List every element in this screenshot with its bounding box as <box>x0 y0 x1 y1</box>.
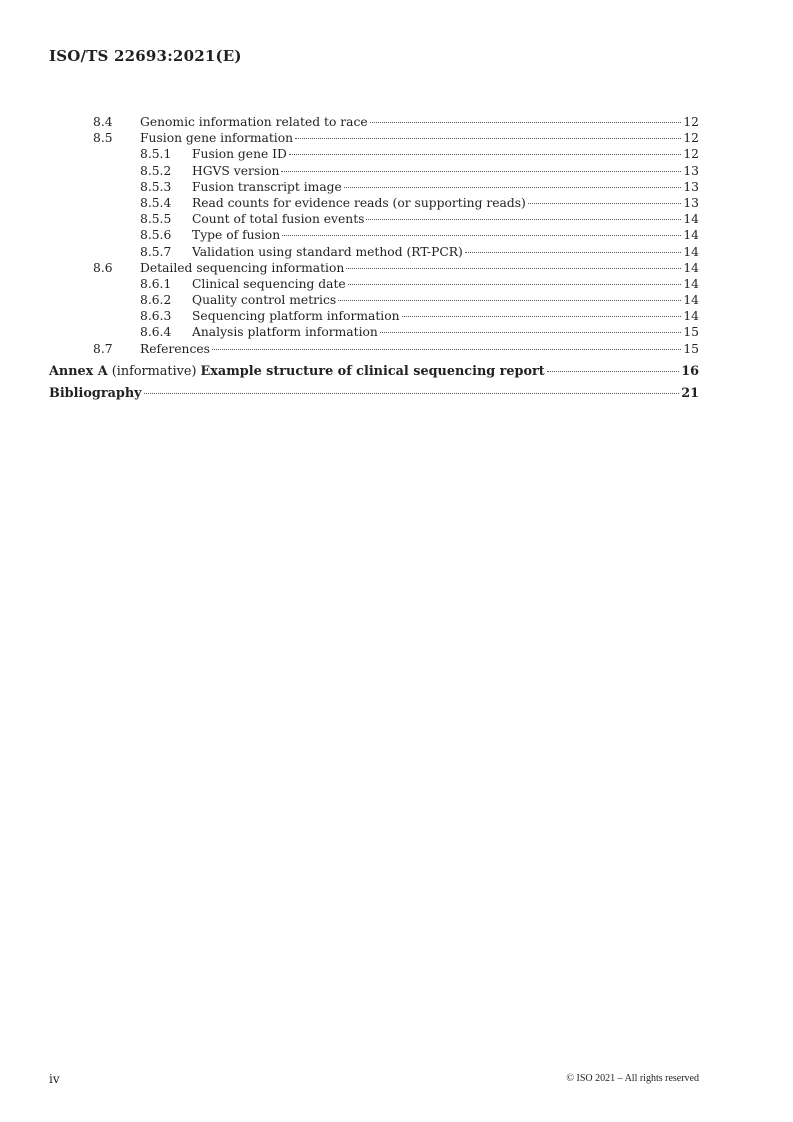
toc-entry-number: 8.5.4 <box>140 195 172 210</box>
toc-entry-title: Validation using standard method (RT-PCR) <box>192 244 463 259</box>
toc-entry-page: 14 <box>683 228 699 243</box>
toc-entry-number: 8.5.2 <box>140 163 172 178</box>
toc-entry-8-6-1[interactable] <box>49 276 699 292</box>
toc-entry-number: 8.5.1 <box>140 147 172 162</box>
toc-entry-page: 12 <box>683 147 699 162</box>
toc-entry-8-7[interactable] <box>49 341 699 357</box>
dot-leader <box>380 332 682 333</box>
toc-entry-title: Fusion gene information <box>140 131 294 146</box>
toc-entry-page: 15 <box>683 325 699 340</box>
toc-entry-8-5-3[interactable] <box>49 179 699 195</box>
toc-entry-title: Type of fusion <box>192 228 281 243</box>
toc-entry-8-5-7[interactable] <box>49 244 699 260</box>
annex-label: Annex A <box>49 363 108 379</box>
toc-entry-page: 13 <box>683 179 699 194</box>
toc-entry-number: 8.6.1 <box>140 276 172 291</box>
toc-entry-title: Genomic information related to race <box>140 115 368 129</box>
dot-leader <box>281 171 681 172</box>
toc-entry-page: 13 <box>683 163 699 178</box>
dot-leader <box>289 154 681 155</box>
toc-entry-number: 8.5.6 <box>140 228 172 243</box>
toc-entry-number: 8.4 <box>93 115 113 129</box>
table-of-contents <box>49 114 699 404</box>
toc-entry-annex-a[interactable] <box>49 362 699 382</box>
dot-leader <box>338 300 681 301</box>
toc-entry-8-5-1[interactable] <box>49 146 699 162</box>
toc-entry-title: Quality control metrics <box>192 293 337 308</box>
dot-leader <box>528 203 682 204</box>
toc-entry-page: 14 <box>683 212 699 227</box>
toc-entry-number: 8.5.5 <box>140 212 172 227</box>
dot-leader <box>465 252 682 253</box>
dot-leader <box>370 122 682 123</box>
toc-entry-8-6-4[interactable] <box>49 324 699 340</box>
toc-entry-title: Analysis platform information <box>192 325 378 340</box>
toc-entry-number: 8.6.3 <box>140 309 172 324</box>
dot-leader <box>547 371 680 372</box>
toc-annex-title-group <box>49 362 545 382</box>
dot-leader <box>346 268 681 269</box>
toc-entry-8-6-2[interactable] <box>49 292 699 308</box>
toc-entry-8-6-3[interactable] <box>49 308 699 324</box>
toc-entry-bibliography[interactable] <box>49 384 699 404</box>
toc-entry-page: 21 <box>681 385 699 401</box>
dot-leader <box>212 349 681 350</box>
bibliography-title: Bibliography <box>49 385 142 401</box>
dot-leader <box>295 138 681 139</box>
toc-entry-number: 8.6.2 <box>140 293 172 308</box>
toc-entry-title: Clinical sequencing date <box>192 276 346 291</box>
annex-type: (informative) <box>111 363 197 379</box>
dot-leader <box>366 219 681 220</box>
toc-entry-page: 12 <box>683 115 699 129</box>
toc-entry-page: 14 <box>683 260 699 275</box>
dot-leader <box>282 235 681 236</box>
toc-entry-8-6[interactable] <box>49 260 699 276</box>
toc-entry-page: 14 <box>683 244 699 259</box>
document-id-header: ISO/TS 22693:2021(E) <box>49 47 242 65</box>
toc-entry-number: 8.6 <box>93 260 113 275</box>
toc-entry-title: Read counts for evidence reads (or supporting reads) <box>192 195 526 210</box>
toc-entry-8-5-5[interactable] <box>49 211 699 227</box>
toc-entry-8-5-2[interactable] <box>49 163 699 179</box>
dot-leader <box>402 316 682 317</box>
toc-entry-8-5[interactable] <box>49 130 699 146</box>
toc-entry-page: 14 <box>683 309 699 324</box>
toc-entry-page: 14 <box>683 293 699 308</box>
toc-entry-title: Sequencing platform information <box>192 309 400 324</box>
toc-entry-page: 13 <box>683 195 699 210</box>
toc-entry-page: 15 <box>683 341 699 356</box>
dot-leader <box>144 393 680 394</box>
toc-entry-page: 14 <box>683 276 699 291</box>
toc-entry-number: 8.7 <box>93 341 113 356</box>
toc-entry-number: 8.6.4 <box>140 325 172 340</box>
toc-entry-title: Count of total fusion events <box>192 212 365 227</box>
toc-entry-number: 8.5 <box>93 131 113 146</box>
toc-entry-title: References <box>140 341 210 356</box>
dot-leader <box>344 187 682 188</box>
toc-entry-title: Fusion gene ID <box>192 147 287 162</box>
footer-page-number: iv <box>49 1072 60 1086</box>
toc-entry-title: HGVS version <box>192 163 280 178</box>
toc-entry-8-5-6[interactable] <box>49 227 699 243</box>
toc-entry-8-4[interactable] <box>49 114 699 130</box>
footer-copyright: © ISO 2021 – All rights reserved <box>566 1073 699 1084</box>
toc-entry-title: Fusion transcript image <box>192 179 342 194</box>
toc-entry-8-5-4[interactable] <box>49 195 699 211</box>
toc-entry-page: 16 <box>681 363 699 379</box>
annex-title: Example structure of clinical sequencing report <box>200 363 545 379</box>
toc-entry-number: 8.5.3 <box>140 179 172 194</box>
toc-entry-number: 8.5.7 <box>140 244 172 259</box>
dot-leader <box>348 284 682 285</box>
toc-entry-title: Detailed sequencing information <box>140 260 345 275</box>
toc-entry-page: 12 <box>683 131 699 146</box>
